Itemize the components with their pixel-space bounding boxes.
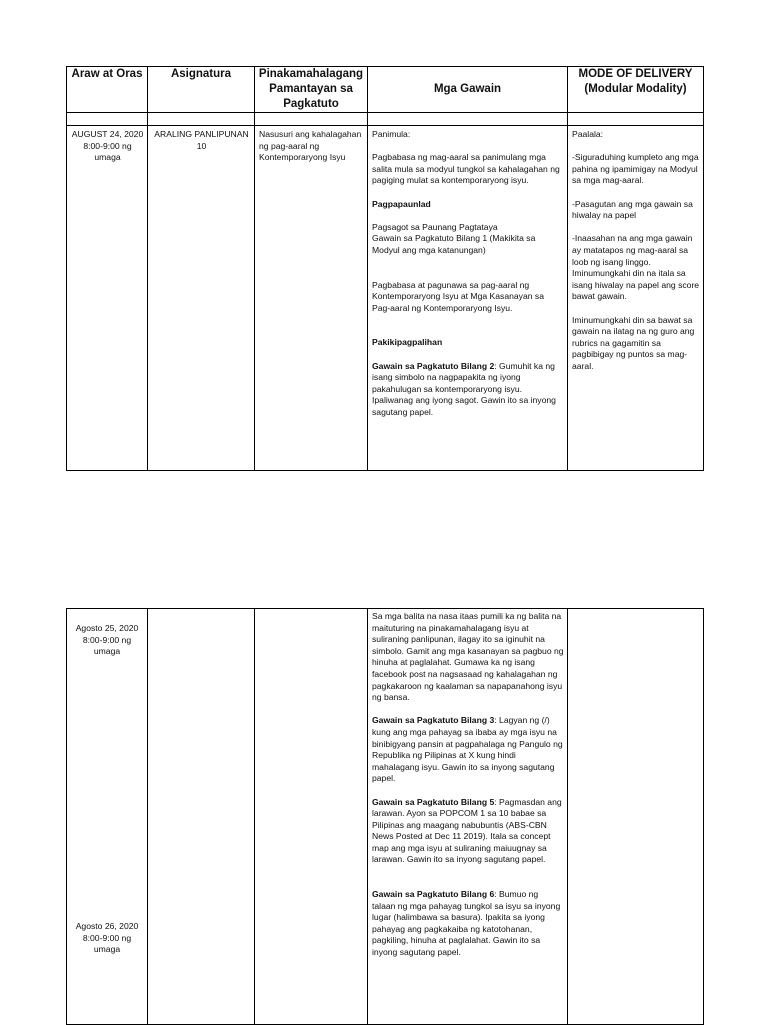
intro-text: Pagbabasa ng mag-aaral sa panimulang mga salita mula sa modyul tungkol sa kahalagahan ng pagiging mulat sa kontemporaryong isyu. xyxy=(372,152,560,186)
spacer-row xyxy=(67,113,704,126)
time-text-2: 8:00-9:00 ng umaga xyxy=(82,932,132,955)
header-subject: Asignatura xyxy=(148,67,255,113)
activities-cell xyxy=(368,126,568,471)
subject-text: ARALING PANLIPUNAN 10 xyxy=(154,129,249,151)
subject-cell xyxy=(148,609,255,1025)
activities-cell xyxy=(368,609,568,1025)
delivery-note-3: -Inaasahan na ang mga gawain ay matatapos ng mag-aaral sa loob ng isang linggo. Iminumungkahi din na itala sa isang hiwalay na papel ang score bawat gawain. xyxy=(572,233,700,302)
header-date: Araw at Oras xyxy=(67,67,148,113)
delivery-cell xyxy=(568,126,704,471)
dev-text-1a: Pagsagot sa Paunang Pagtataya xyxy=(372,221,498,232)
date-text-1: Agosto 25, 2020 xyxy=(75,623,139,633)
date-text-2: Agosto 26, 2020 xyxy=(75,921,139,931)
lesson-plan-table-2 xyxy=(66,608,704,1025)
activity-paragraph: Sa mga balita na nasa itaas pumili ka ng balita na maituturing na pinakamahalagang isyu at suliraning panlipunan, ilagay ito sa iginuhit na simbolo. Gamit ang mga kasanayan sa pagbuo ng hinuha at paglalahat. Gumawa ka ng isang facebook post na nagsasaad ng kahalagahan ng pagkakaroon ng kaalaman sa napapanahong isyu ng bansa. xyxy=(372,611,564,703)
delivery-cell xyxy=(568,609,704,1025)
date-cell xyxy=(67,609,148,1025)
date-cell xyxy=(67,126,148,471)
standard-cell xyxy=(255,126,368,471)
task3-text: Gawain sa Pagkatuto Bilang 3: Lagyan ng (/) kung ang mga pahayag sa ibaba ay mga isyu na binibigyang pansin at pagpahalaga ng Pangulo ng Republika ng Pilipinas at X kung hindi mahalagang isyu. Gawin ito sa inyong sagutang papel. xyxy=(372,715,563,784)
header-standard: Pinakamahalagang Pamantayan sa Pagkatuto xyxy=(255,67,368,113)
engage-label: Pakikipagpalihan xyxy=(372,337,443,348)
header-activities: Mga Gawain xyxy=(368,67,568,113)
standard-cell xyxy=(255,609,368,1025)
standard-text: Nasusuri ang kahalagahan ng pag-aaral ng Kontemporaryong Isyu xyxy=(259,129,362,163)
task6-text: Gawain sa Pagkatuto Bilang 6: Bumuo ng talaan ng mga pahayag tungkol sa isyu sa inyong lugar (halimbawa sa basura). Ipakita sa iyong pahayag ang pagkakaiba ng katotohanan, pagkiling, hinuha at paglalahat. Gawin ito sa inyong sagutang papel. xyxy=(372,889,561,958)
task2-text: Gawain sa Pagkatuto Bilang 2: Gumuhit ka ng isang simbolo na nagpapakita ng iyong pakahulugan sa kontemporaryong isyu. Ipaliwanag ang iyong sagot. Gawin ito sa inyong sagutang papel. xyxy=(372,360,556,417)
dev-text-2: Pagbabasa at pagunawa sa pag-aaral ng Kontemporaryong Isyu at Mga Kasanayan sa Pag-aaral ng Kontemporaryong Isyu. xyxy=(372,279,544,313)
header-row xyxy=(67,67,704,113)
dev-text-1b: Gawain sa Pagkatuto Bilang 1 (Makikita sa Modyul ang mga katanungan) xyxy=(372,233,536,255)
lesson-plan-table-1 xyxy=(66,66,704,471)
delivery-note-4: Iminumungkahi din sa bawat sa gawain na ilatag na ng guro ang rubrics na gagamitin sa pagbibigay ng puntos sa mag-aaral. xyxy=(572,314,695,371)
table-row xyxy=(67,609,704,1025)
delivery-label: Paalala: xyxy=(572,129,604,139)
delivery-note-2: -Pasagutan ang mga gawain sa hiwalay na papel xyxy=(572,198,693,221)
header-delivery: MODE OF DELIVERY (Modular Modality) xyxy=(568,67,704,113)
dev-label: Pagpapaunlad xyxy=(372,198,431,209)
table-row xyxy=(67,126,704,471)
delivery-note-1: -Siguraduhing kumpleto ang mga pahina ng ipamimigay na Modyul sa mga mag-aaral. xyxy=(572,152,699,186)
time-text: 8:00-9:00 ng umaga xyxy=(83,140,132,163)
date-text: AUGUST 24, 2020 xyxy=(71,129,144,139)
time-text-1: 8:00-9:00 ng umaga xyxy=(82,634,132,657)
subject-cell xyxy=(148,126,255,471)
task5-text: Gawain sa Pagkatuto Bilang 5: Pagmasdan ang larawan. Ayon sa POPCOM 1 sa 10 babae sa Pilipinas ang maagang nabubuntis (ABS-CBN News Posted at Dec 11 2019). Itala sa concept map ang mga isyu at suliraning maiuugnay sa larawan. Gawin ito sa inyong sagutang papel. xyxy=(372,796,562,865)
intro-label: Panimula: xyxy=(372,129,411,139)
